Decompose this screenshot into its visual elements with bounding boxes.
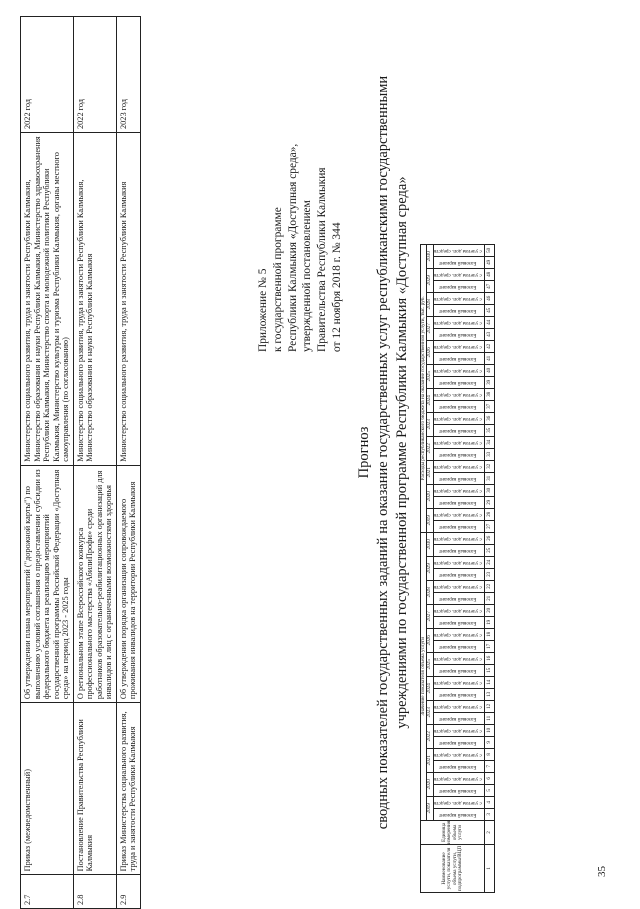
year-header: 2030 bbox=[427, 244, 433, 268]
variant-header bbox=[433, 448, 484, 460]
column-number: 6 bbox=[485, 772, 495, 784]
variant-label: с учетом доп. средств bbox=[433, 776, 482, 783]
header-unit: Единица измерения объема услуги bbox=[421, 820, 485, 844]
variant-header bbox=[433, 736, 484, 748]
variant-header bbox=[433, 256, 484, 268]
variant-header bbox=[433, 760, 484, 772]
variant-header bbox=[433, 748, 484, 760]
header-expenses-group: Расходы республиканского бюджета на оказание государственной услуги, тыс. руб. bbox=[421, 244, 427, 532]
variant-header bbox=[433, 568, 484, 580]
column-number: 46 bbox=[485, 292, 495, 304]
variant-label: Базовый вариант bbox=[439, 452, 477, 459]
variant-label: с учетом доп. средств bbox=[433, 368, 482, 375]
variant-header bbox=[433, 628, 484, 640]
variant-label: Базовый вариант bbox=[439, 788, 477, 795]
document-type: Постановление Правительства Республики Калмыкия bbox=[73, 703, 116, 875]
column-number: 20 bbox=[485, 604, 495, 616]
variant-header bbox=[433, 580, 484, 592]
column-number: 32 bbox=[485, 460, 495, 472]
column-number: 36 bbox=[485, 412, 495, 424]
title-line: учреждениями по государственной программе Республики Калмыкия «Доступная среда» bbox=[393, 176, 410, 729]
appendix-line: Правительства Республики Калмыкия bbox=[316, 167, 329, 352]
variant-label: Базовый вариант bbox=[439, 260, 477, 267]
variant-label: Базовый вариант bbox=[439, 500, 477, 507]
row-number: 2.8 bbox=[73, 875, 116, 909]
year-header: 2029 bbox=[427, 556, 433, 580]
column-number: 31 bbox=[485, 472, 495, 484]
variant-label: с учетом доп. средств bbox=[433, 728, 482, 735]
variant-header bbox=[433, 520, 484, 532]
year-header: 2022 bbox=[427, 724, 433, 748]
column-number: 28 bbox=[485, 508, 495, 520]
header-volume-group: Значение показателя объема услуги bbox=[421, 532, 427, 820]
column-number: 25 bbox=[485, 544, 495, 556]
column-number: 1 bbox=[485, 845, 495, 893]
column-number: 7 bbox=[485, 760, 495, 772]
variant-header bbox=[433, 412, 484, 424]
column-number: 13 bbox=[485, 688, 495, 700]
column-number: 22 bbox=[485, 580, 495, 592]
year-header: 2026 bbox=[427, 340, 433, 364]
document-title bbox=[355, 0, 412, 905]
variant-label: Базовый вариант bbox=[439, 596, 477, 603]
variant-label: с учетом доп. средств bbox=[433, 680, 482, 687]
column-number: 34 bbox=[485, 436, 495, 448]
year-header: 2028 bbox=[427, 292, 433, 316]
variant-label: Базовый вариант bbox=[439, 764, 477, 771]
variant-label: Базовый вариант bbox=[439, 428, 477, 435]
variant-header bbox=[433, 796, 484, 808]
variant-label: Базовый вариант bbox=[439, 284, 477, 291]
column-number: 45 bbox=[485, 304, 495, 316]
column-number: 44 bbox=[485, 316, 495, 328]
page-number: 35 bbox=[596, 866, 608, 877]
variant-label: с учетом доп. средств bbox=[433, 488, 482, 495]
document-title: Об утверждении порядка организации сопровождаемого проживания инвалидов на территории Республики Калмыкия bbox=[116, 465, 140, 702]
variant-header bbox=[433, 424, 484, 436]
variant-header bbox=[433, 280, 484, 292]
variant-header bbox=[433, 292, 484, 304]
column-number: 12 bbox=[485, 700, 495, 712]
year-header: 2019 bbox=[427, 796, 433, 820]
row-number: 2.9 bbox=[116, 875, 140, 909]
column-number: 10 bbox=[485, 724, 495, 736]
variant-label: с учетом доп. средств bbox=[433, 584, 482, 591]
variant-label: Базовый вариант bbox=[439, 308, 477, 315]
variant-header bbox=[433, 472, 484, 484]
deadline: 2023 год bbox=[116, 17, 140, 133]
column-number: 14 bbox=[485, 676, 495, 688]
column-number: 9 bbox=[485, 736, 495, 748]
variant-label: Базовый вариант bbox=[439, 644, 477, 651]
variant-header bbox=[433, 712, 484, 724]
deadline: 2022 год bbox=[73, 17, 116, 133]
column-number: 49 bbox=[485, 256, 495, 268]
variant-header bbox=[433, 316, 484, 328]
column-number: 21 bbox=[485, 592, 495, 604]
year-header: 2024 bbox=[427, 388, 433, 412]
variant-header bbox=[433, 328, 484, 340]
variant-header bbox=[433, 268, 484, 280]
document-title: О региональном этапе Всероссийского конкурса профессионального мастерства «АбилиПрофи» среди работников образовательно-реабилитационных организаций для инвалидов и лиц с ограниченными возможностями здоровья bbox=[73, 465, 116, 702]
variant-label: Базовый вариант bbox=[439, 404, 477, 411]
variant-header bbox=[433, 364, 484, 376]
variant-header bbox=[433, 700, 484, 712]
column-number: 2 bbox=[485, 820, 495, 844]
appendix-note bbox=[256, 62, 345, 352]
variant-header bbox=[433, 664, 484, 676]
document-title: Об утверждении плана мероприятий ("дорожной карты") по выполнению условий соглашения о предоставлении субсидии из федерального бюджета на реализацию мероприятий государственной программы Российской Федерации «Доступная среда» на период 2023 - 2025 годы bbox=[21, 465, 74, 702]
year-header: 2021 bbox=[427, 460, 433, 484]
variant-header bbox=[433, 592, 484, 604]
appendix-line: утвержденной постановлением bbox=[301, 200, 314, 352]
column-number: 41 bbox=[485, 352, 495, 364]
column-number: 24 bbox=[485, 556, 495, 568]
variant-label: с учетом доп. средств bbox=[433, 296, 482, 303]
variant-label: с учетом доп. средств bbox=[433, 320, 482, 327]
column-number: 42 bbox=[485, 340, 495, 352]
year-header: 2021 bbox=[427, 748, 433, 772]
variant-label: Базовый вариант bbox=[439, 356, 477, 363]
appendix-line: к государственной программе bbox=[271, 207, 284, 352]
column-number: 50 bbox=[485, 244, 495, 256]
variant-header bbox=[433, 688, 484, 700]
variant-header bbox=[433, 724, 484, 736]
variant-header bbox=[433, 400, 484, 412]
variant-label: Базовый вариант bbox=[439, 692, 477, 699]
variant-label: с учетом доп. средств bbox=[433, 656, 482, 663]
variant-label: Базовый вариант bbox=[439, 476, 477, 483]
variant-label: с учетом доп. средств bbox=[433, 272, 482, 279]
variant-header bbox=[433, 460, 484, 472]
measures-row bbox=[21, 17, 74, 909]
variant-label: с учетом доп. средств bbox=[433, 344, 482, 351]
variant-label: с учетом доп. средств bbox=[433, 512, 482, 519]
variant-header bbox=[433, 508, 484, 520]
variant-header bbox=[433, 616, 484, 628]
variant-header bbox=[433, 556, 484, 568]
title-line: Прогноз bbox=[356, 426, 372, 479]
column-number: 11 bbox=[485, 712, 495, 724]
column-number: 18 bbox=[485, 628, 495, 640]
column-number: 5 bbox=[485, 784, 495, 796]
variant-label: с учетом доп. средств bbox=[433, 440, 482, 447]
year-header: 2030 bbox=[427, 532, 433, 556]
variant-header bbox=[433, 544, 484, 556]
column-number: 3 bbox=[485, 808, 495, 820]
forecast-table bbox=[420, 244, 495, 893]
column-number: 35 bbox=[485, 424, 495, 436]
variant-label: с учетом доп. средств bbox=[433, 560, 482, 567]
year-header: 2024 bbox=[427, 676, 433, 700]
variant-header bbox=[433, 352, 484, 364]
variant-label: с учетом доп. средств bbox=[433, 632, 482, 639]
variant-label: с учетом доп. средств bbox=[433, 536, 482, 543]
column-number: 40 bbox=[485, 364, 495, 376]
column-number: 26 bbox=[485, 532, 495, 544]
variant-header bbox=[433, 496, 484, 508]
year-header: 2027 bbox=[427, 316, 433, 340]
variant-label: Базовый вариант bbox=[439, 620, 477, 627]
variant-label: Базовый вариант bbox=[439, 572, 477, 579]
column-number: 27 bbox=[485, 520, 495, 532]
measures-row bbox=[73, 17, 116, 909]
column-number: 30 bbox=[485, 484, 495, 496]
variant-header bbox=[433, 784, 484, 796]
header-service-name: Наименование услуги, показателя объема услуги, подпрограммы/ВЦП bbox=[421, 845, 485, 893]
year-header: 2028 bbox=[427, 580, 433, 604]
year-header: 2020 bbox=[427, 772, 433, 796]
document-type: Приказ (межведомственный) bbox=[21, 703, 74, 875]
variant-header bbox=[433, 388, 484, 400]
column-number: 15 bbox=[485, 664, 495, 676]
appendix-line: Приложение № 5 bbox=[257, 268, 269, 352]
title-line: сводных показателей государственных заданий на оказание государственных услуг республиканскими государственными bbox=[374, 75, 391, 830]
variant-label: с учетом доп. средств bbox=[433, 752, 482, 759]
variant-header bbox=[433, 484, 484, 496]
executors: Министерство социального развития, труда и занятости Республики Калмыкия bbox=[116, 132, 140, 465]
variant-label: с учетом доп. средств bbox=[433, 704, 482, 711]
year-header: 2023 bbox=[427, 700, 433, 724]
year-header: 2019 bbox=[427, 508, 433, 532]
variant-label: с учетом доп. средств bbox=[433, 248, 482, 255]
column-number: 8 bbox=[485, 748, 495, 760]
column-number: 48 bbox=[485, 268, 495, 280]
column-number: 19 bbox=[485, 616, 495, 628]
variant-header bbox=[433, 376, 484, 388]
year-header: 2027 bbox=[427, 604, 433, 628]
year-header: 2022 bbox=[427, 436, 433, 460]
variant-header bbox=[433, 604, 484, 616]
variant-label: Базовый вариант bbox=[439, 332, 477, 339]
deadline: 2022 год bbox=[21, 17, 74, 133]
year-header: 2026 bbox=[427, 628, 433, 652]
column-number: 47 bbox=[485, 280, 495, 292]
year-header: 2025 bbox=[427, 652, 433, 676]
variant-label: с учетом доп. средств bbox=[433, 416, 482, 423]
variant-label: с учетом доп. средств bbox=[433, 392, 482, 399]
variant-header bbox=[433, 436, 484, 448]
column-number: 4 bbox=[485, 796, 495, 808]
variant-label: Базовый вариант bbox=[439, 380, 477, 387]
measures-row bbox=[116, 17, 140, 909]
column-number: 29 bbox=[485, 496, 495, 508]
column-number: 39 bbox=[485, 376, 495, 388]
variant-header bbox=[433, 808, 484, 820]
variant-header bbox=[433, 340, 484, 352]
variant-label: с учетом доп. средств bbox=[433, 608, 482, 615]
variant-header bbox=[433, 532, 484, 544]
column-number: 23 bbox=[485, 568, 495, 580]
document-type: Приказ Министерства социального развития, труда и занятости Республики Калмыкия bbox=[116, 703, 140, 875]
executors: Министерство социального развития, труда и занятости Республики Калмыкия, Министерство образования и науки Республики Калмыкия, Министерство здравоохранения Республики Калмыкия, Министерство спорта и молодежной политики Республики Калмыкия, Министерство культуры и туризма Республики Калмыкия, органы местного самоуправления (по согласованию) bbox=[21, 132, 74, 465]
variant-header bbox=[433, 652, 484, 664]
column-number: 33 bbox=[485, 448, 495, 460]
variant-label: с учетом доп. средств bbox=[433, 464, 482, 471]
year-header: 2023 bbox=[427, 412, 433, 436]
variant-label: Базовый вариант bbox=[439, 740, 477, 747]
variant-label: Базовый вариант bbox=[439, 716, 477, 723]
variant-header bbox=[433, 304, 484, 316]
column-number: 43 bbox=[485, 328, 495, 340]
appendix-line: Республики Калмыкия «Доступная среда», bbox=[286, 143, 299, 352]
row-number: 2.7 bbox=[21, 875, 74, 909]
variant-label: с учетом доп. средств bbox=[433, 800, 482, 807]
year-header: 2029 bbox=[427, 268, 433, 292]
year-header: 2025 bbox=[427, 364, 433, 388]
column-number: 17 bbox=[485, 640, 495, 652]
variant-label: Базовый вариант bbox=[439, 548, 477, 555]
appendix-line: от 12 ноября 2018 г. № 344 bbox=[331, 222, 344, 352]
variant-header bbox=[433, 640, 484, 652]
variant-label: Базовый вариант bbox=[439, 524, 477, 531]
variant-header bbox=[433, 676, 484, 688]
variant-header bbox=[433, 772, 484, 784]
executors: Министерство социального развития, труда и занятости Республики Калмыкия, Министерство образования и науки Республики Калмыкия bbox=[73, 132, 116, 465]
measures-table bbox=[20, 16, 141, 909]
variant-label: Базовый вариант bbox=[439, 668, 477, 675]
variant-header bbox=[433, 244, 484, 256]
column-number: 16 bbox=[485, 652, 495, 664]
variant-label: Базовый вариант bbox=[439, 812, 477, 819]
year-header: 2020 bbox=[427, 484, 433, 508]
column-number: 38 bbox=[485, 388, 495, 400]
column-number: 37 bbox=[485, 400, 495, 412]
